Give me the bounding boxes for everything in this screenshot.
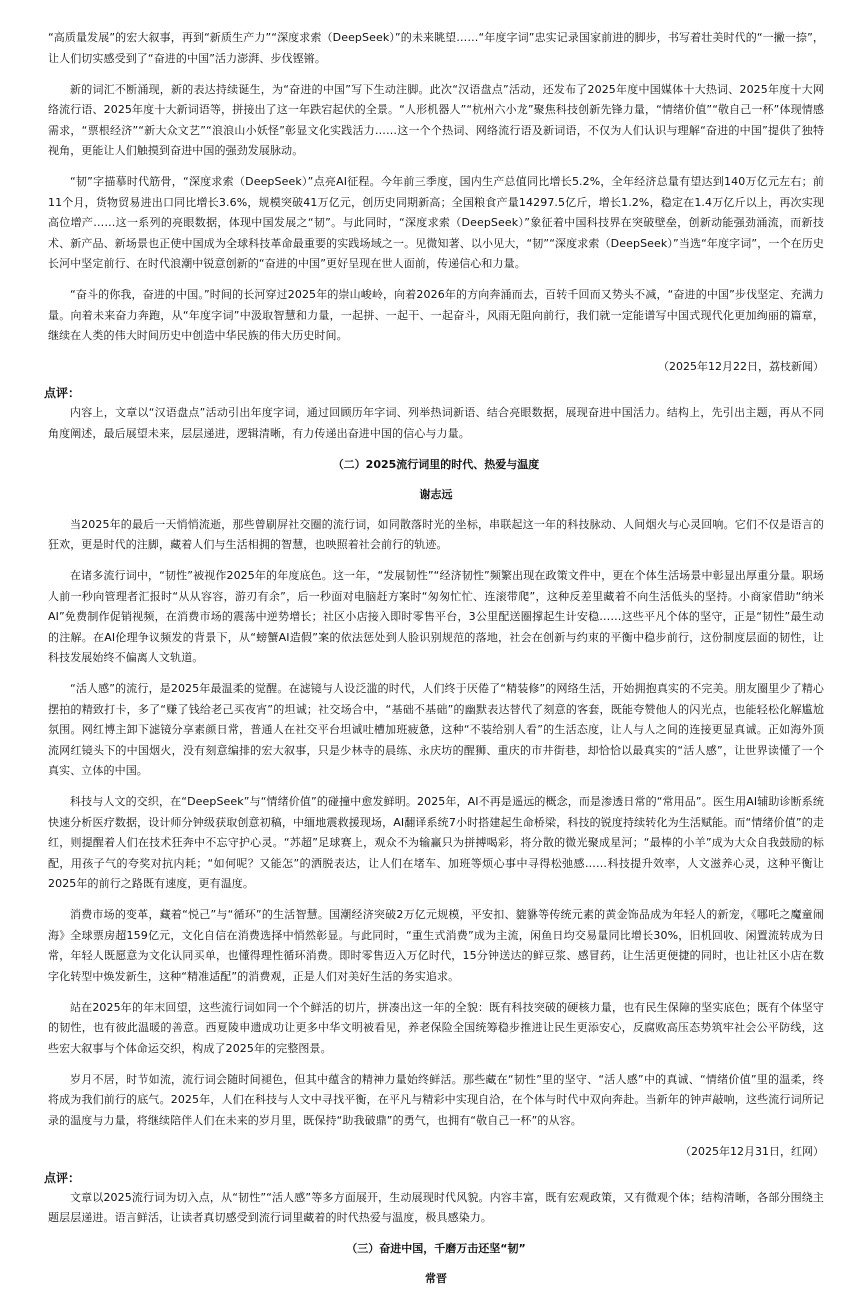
paragraph: 在诸多流行词中，“韧性”被视作2025年的年度底色。这一年，“发展韧性”“经济韧性”频繁出现在政策文件中，更在个体生活场景中彰显出厚重分量。职场人前一秒向管理者汇报时“从从容容，游刃有余”，后一秒面对电脑赶方案时“匆匆忙忙、连滚带爬”，这种反差里藏着不向生活低头的坚持。小商家借助“纳米AI”免费制作促销视频，在消费市场的震荡中逆势增长；社区小店接入即时零售平台，3公里配送圈撑起生计安稳……这些平凡个体的坚守，正是“韧性”最生动的注解。在AI伦理争议频发的背景下，从“螃蟹AI造假”案的依法惩处到人脸识别规范的落地，社会在创新与约束的平衡中稳步前行，这份制度层面的韧性，让科技发展始终不偏离人文轨道。 [48, 569, 824, 664]
paragraph: 消费市场的变革，藏着“悦己”与“循环”的生活智慧。国潮经济突破2万亿元规模，平安扣、貔貅等传统元素的黄金饰品成为年轻人的新宠，《哪吒之魔童闹海》全球票房超159亿元，文化自信在消费选择中悄然彰显。与此同时，“重生式消费”成为主流，闲鱼日均交易量同比增长30%，旧机回收、闲置流转成为日常，年轻人既愿意为文化认同买单，也懂得理性循环消费。即时零售迈入万亿时代，15分钟送达的鲜豆浆、感冒药，让生活更便捷的同时，也让社区小店在数字化转型中焕发新生，这种“精准适配”的消费观，正是人们对美好生活的务实追求。 [48, 908, 824, 983]
paragraph: “活人感”的流行，是2025年最温柔的觉醒。在滤镜与人设泛滥的时代，人们终于厌倦了“精装修”的网络生活，开始拥抱真实的不完美。朋友圈里少了精心摆拍的精致打卡，多了“赚了钱给老己买夜宵”的坦诚；社交场合中，“基础不基础”的幽默表达替代了刻意的客套，既能夸赞他人的闪光点，也能轻松化解尴尬氛围。网红博主卸下滤镜分享素颜日常，普通人在社交平台坦诚吐槽加班疲惫，这种“不装给别人看”的生活态度，让人与人之间的连接更显真诚。正如海外顶流网红镜头下的中国烟火，没有刻意编排的宏大叙事，只是少林寺的晨练、永庆坊的醒狮、重庆的市井街巷，却恰恰以最真实的“活人感”，让世界读懂了一个真实、立体的中国。 [48, 682, 824, 777]
paragraph: “韧”字描摹时代筋骨，“深度求索（DeepSeek）”点亮AI征程。今年前三季度，国内生产总值同比增长5.2%，全年经济总量有望达到140万亿元左右；前11个月，货物贸易进出口同比增长3.6%，规模突破41万亿元，创历史同期新高；全国粮食产量14297.5亿斤，增长1.2%，稳定在1.4万亿斤以上，再次实现高位增产……这一系列的亮眼数据，体现中国发展之“韧”。与此同时，“深度求索（DeepSeek）”象征着中国科技界在突破壁垒，创新动能强劲涌流，而新技术、新产品、新场景也正使中国成为全球科技革命最重要的实践场域之一。见微知著、以小见大，“韧”“深度求索（DeepSeek）”当选“年度字词”，一个在历史长河中坚定前行、在时代浪潮中锐意创新的“奋进的中国”更好呈现在世人面前，传递信心和力量。 [48, 175, 824, 270]
section-c [48, 1239, 824, 1289]
paragraph: 科技与人文的交织，在“DeepSeek”与“情绪价值”的碰撞中愈发鲜明。2025年，AI不再是遥远的概念，而是渗透日常的“常用品”。医生用AI辅助诊断系统快速分析医疗数据，设计师分钟级获取创意初稿，中缅地震救援现场，AI翻译系统7小时搭建起生命桥梁，科技的锐度持续转化为生活赋能。而“情绪价值”的走红，则提醒着人们在技术狂奔中不忘守护心灵。“苏超”足球赛上，观众不为输赢只为拼搏喝彩，将分散的微光聚成星河；“最棒的小羊”成为大众自我鼓励的标配，用孩子气的夸奖对抗内耗；“如何呢？又能怎”的洒脱表达，让人们在堵车、加班等烦心事中寻得松弛感……科技提升效率，人文滋养心灵，这种平衡让2025年的前行之路既有速度，更有温度。 [48, 795, 824, 890]
paragraph: “奋斗的你我，奋进的中国。”时间的长河穿过2025年的崇山峻岭，向着2026年的方向奔涌而去，百转千回而又势头不减，“奋进的中国”步伐坚定、充满力量。向着未来奋力奔跑，从“年度字词”中汲取智慧和力量，一起拼、一起干、一起奋斗，风雨无阻向前行，我们就一定能谱写中国式现代化更加绚丽的篇章，继续在人类的伟大时间历史中创造中华民族的伟大历史时间。 [48, 288, 824, 342]
comment-text: 文章以2025流行词为切入点，从“韧性”“活人感”等多方面展开，生动展现时代风貌。内容丰富，既有宏观政策，又有微观个体；结构清晰，各部分围绕主题层层递进。语言鲜活，让读者真切感受到流行词里藏着的时代热爱与温度，极具感染力。 [48, 1190, 824, 1224]
paragraph: “高质量发展”的宏大叙事，再到“新质生产力”“深度求索（DeepSeek）”的未来眺望……“年度字词”忠实记录国家前进的脚步，书写着壮美时代的“一撇一捺”，让人们切实感受到了“奋进的中国”活力澎湃、步伐铿锵。 [48, 31, 824, 65]
paragraph: 新的词汇不断涌现，新的表达持续诞生，为“奋进的中国”写下生动注脚。此次“汉语盘点”活动，还发布了2025年度中国媒体十大热词、2025年度十大网络流行语、2025年度十大新词语等，拼接出了这一年跌宕起伏的全景。“人形机器人”“杭州六小龙”聚焦科技创新先锋力量，“情绪价值”“敬自己一杯”体现情感需求，“票根经济”“新大众文艺”“浪浪山小妖怪”彰显文化实践活力……这一个个热词、网络流行语及新词语，不仅为人们认识与理解“奋进的中国”提供了独特视角，更能让人们触摸到奋进中国的强劲发展脉动。 [48, 82, 824, 157]
document-page [44, 28, 824, 1299]
comment-text: 内容上，文章以“汉语盘点”活动引出年度字词，通过回顾历年字词、列举热词新语、结合亮眼数据，展现奋进中国活力。结构上，先引出主题，再从不同角度阐述，最后展望未来，层层递进，逻辑清晰，有力传递出奋进中国的信心与力量。 [48, 406, 824, 440]
section-heading: （三）奋进中国，千磨万击还坚“韧” [346, 1242, 526, 1255]
author-name: 谢志远 [419, 487, 453, 501]
section-a [44, 28, 824, 444]
paragraph: 岁月不居，时节如流，流行词会随时间褪色，但其中蕴含的精神力量始终鲜活。那些藏在“韧性”里的坚守、“活人感”中的真诚、“情绪价值”里的温柔，终将成为我们前行的底气。2025年，人们在科技与人文中寻找平衡，在平凡与精彩中实现自洽，在个体与时代中双向奔赴。当新年的钟声敲响，这些流行词所记录的温度与力量，将继续陪伴人们在未来的岁月里，既保持“助我破鼎”的勇气，也拥有“敬自己一杯”的从容。 [48, 1072, 824, 1127]
comment-label: 点评： [44, 1170, 81, 1185]
paragraph: 当2025年的最后一天悄悄流逝，那些曾刷屏社交圈的流行词，如同散落时光的坐标，串联起这一年的科技脉动、人间烟火与心灵回响。它们不仅是语言的狂欢，更是时代的注脚，藏着人们与生活相拥的智慧，也映照着社会前行的轨迹。 [48, 517, 824, 551]
author-name: 常晋 [425, 1272, 447, 1285]
source-citation: （2025年12月22日，荔枝新闻） [658, 360, 824, 373]
comment-label: 点评： [44, 386, 81, 400]
section-heading: （二）2025流行词里的时代、热爱与温度 [332, 457, 540, 471]
source-citation: （2025年12月31日，红网） [680, 1144, 824, 1158]
section-b [44, 455, 824, 1229]
paragraph: 站在2025年的年末回望，这些流行词如同一个个鲜活的切片，拼凑出这一年的全貌：既有科技突破的硬核力量，也有民生保障的坚实底色；既有个体坚守的韧性，也有彼此温暖的善意。西夏陵申遗成功让更多中华文明被看见，养老保险全国统筹稳步推进让民生更添安心，反腐败高压态势筑牢社会公平防线，这些宏大叙事与个体命运交织，构成了2025年的完整图景。 [48, 1000, 824, 1055]
